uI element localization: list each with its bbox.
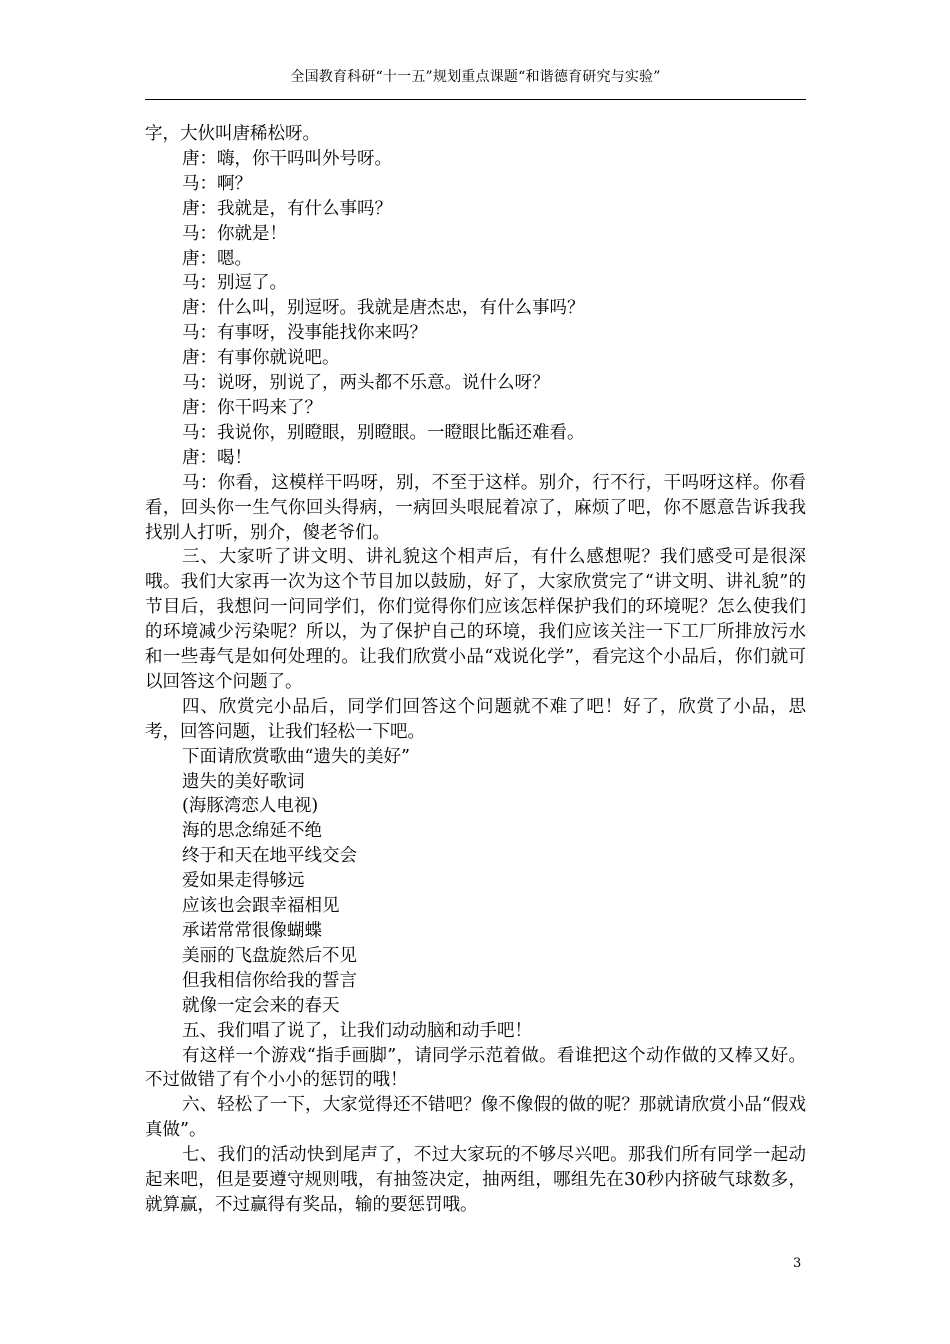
paragraph: 就像一定会来的春天 bbox=[182, 995, 340, 1016]
paragraph: 唐：嗨，你干吗叫外号呀。 bbox=[182, 148, 392, 169]
paragraph: 唐：我就是，有什么事吗？ bbox=[182, 198, 392, 219]
paragraph: 三、大家听了讲文明、讲礼貌这个相声后，有什么感想呢？我们感受可是很深哦。我们大家再一次为这个节目加以鼓励，好了，大家欣赏完了“讲文明、讲礼貌”的节目后，我想问一问同学们，你们觉得你们应该怎样保护我们的环境呢？怎么使我们的环境减少污染呢？所以，为了保护自己的环境，我们应该关注一下工厂所排放污水和一些毒气是如何处理的。让我们欣赏小品“戏说化学”，看完这个小品后，你们就可以回答这个问题了。 bbox=[145, 547, 806, 692]
paragraph: 遗失的美好歌词 bbox=[182, 771, 305, 792]
paragraph: 唐：你干吗来了？ bbox=[182, 397, 322, 418]
paragraph: 马：你就是！ bbox=[182, 223, 287, 244]
paragraph: 马：我说你，别瞪眼，别瞪眼。一瞪眼比骺还难看。 bbox=[182, 422, 585, 443]
paragraph: 马：有事呀，没事能找你来吗？ bbox=[182, 323, 427, 344]
paragraph: 海的思念绵延不绝 bbox=[182, 821, 322, 842]
paragraph: 五、我们唱了说了，让我们动动脑和动手吧！ bbox=[182, 1020, 532, 1041]
paragraph: 终于和天在地平线交会 bbox=[182, 846, 357, 867]
paragraph: 马：啊？ bbox=[182, 173, 252, 194]
paragraph: 应该也会跟幸福相见 bbox=[182, 896, 340, 917]
paragraph: 马：你看，这模样干吗呀，别，不至于这样。别介，行不行，干吗呀这样。你看看，回头你一生气你回头得病，一病回头哏屁着凉了，麻烦了吧，你不愿意告诉我我找别人打听，别介，傻老爷们。 bbox=[145, 472, 806, 543]
paragraph: 有这样一个游戏“指手画脚”，请同学示范着做。看谁把这个动作做的又棒又好。不过做错了有个小小的惩罚的哦！ bbox=[145, 1045, 806, 1091]
paragraph: 爱如果走得够远 bbox=[182, 871, 305, 892]
paragraph: 唐：喝！ bbox=[182, 447, 252, 468]
paragraph: 唐：有事你就说吧。 bbox=[182, 348, 340, 369]
paragraph: 七、我们的活动快到尾声了，不过大家玩的不够尽兴吧。那我们所有同学一起动起来吧，但是要遵守规则哦，有抽签决定，抽两组，哪组先在30秒内挤破气球数多，就算赢，不过赢得有奖品，输的要惩罚哦。 bbox=[145, 1145, 806, 1215]
paragraph: 唐：嗯。 bbox=[182, 248, 252, 269]
paragraph: 字，大伙叫唐稀松呀。 bbox=[145, 124, 320, 144]
paragraph: 下面请欣赏歌曲“遗失的美好” bbox=[182, 746, 410, 767]
page-number: 3 bbox=[793, 1256, 802, 1271]
header-divider bbox=[145, 99, 806, 100]
paragraph: 唐：什么叫，别逗呀。我就是唐杰忠，有什么事吗？ bbox=[182, 298, 585, 319]
paragraph: 马：说呀，别说了，两头都不乐意。说什么呀？ bbox=[182, 373, 550, 394]
paragraph: 美丽的飞盘旋然后不见 bbox=[182, 945, 357, 966]
page-header: 全国教育科研“十一五”规划重点课题“和谐德育研究与实验” bbox=[290, 69, 661, 85]
paragraph: 承诺常常很像蝴蝶 bbox=[182, 921, 322, 941]
paragraph: 六、轻松了一下，大家觉得还不错吧？像不像假的做的呢？那就请欣赏小品“假戏真做”。 bbox=[145, 1095, 806, 1141]
document-body bbox=[145, 122, 806, 1218]
paragraph: (海豚湾恋人电视) bbox=[182, 796, 319, 817]
paragraph: 但我相信你给我的誓言 bbox=[182, 970, 357, 991]
paragraph: 四、欣赏完小品后，同学们回答这个问题就不难了吧！好了，欣赏了小品，思考，回答问题，让我们轻松一下吧。 bbox=[145, 696, 806, 742]
paragraph: 马：别逗了。 bbox=[182, 273, 287, 294]
